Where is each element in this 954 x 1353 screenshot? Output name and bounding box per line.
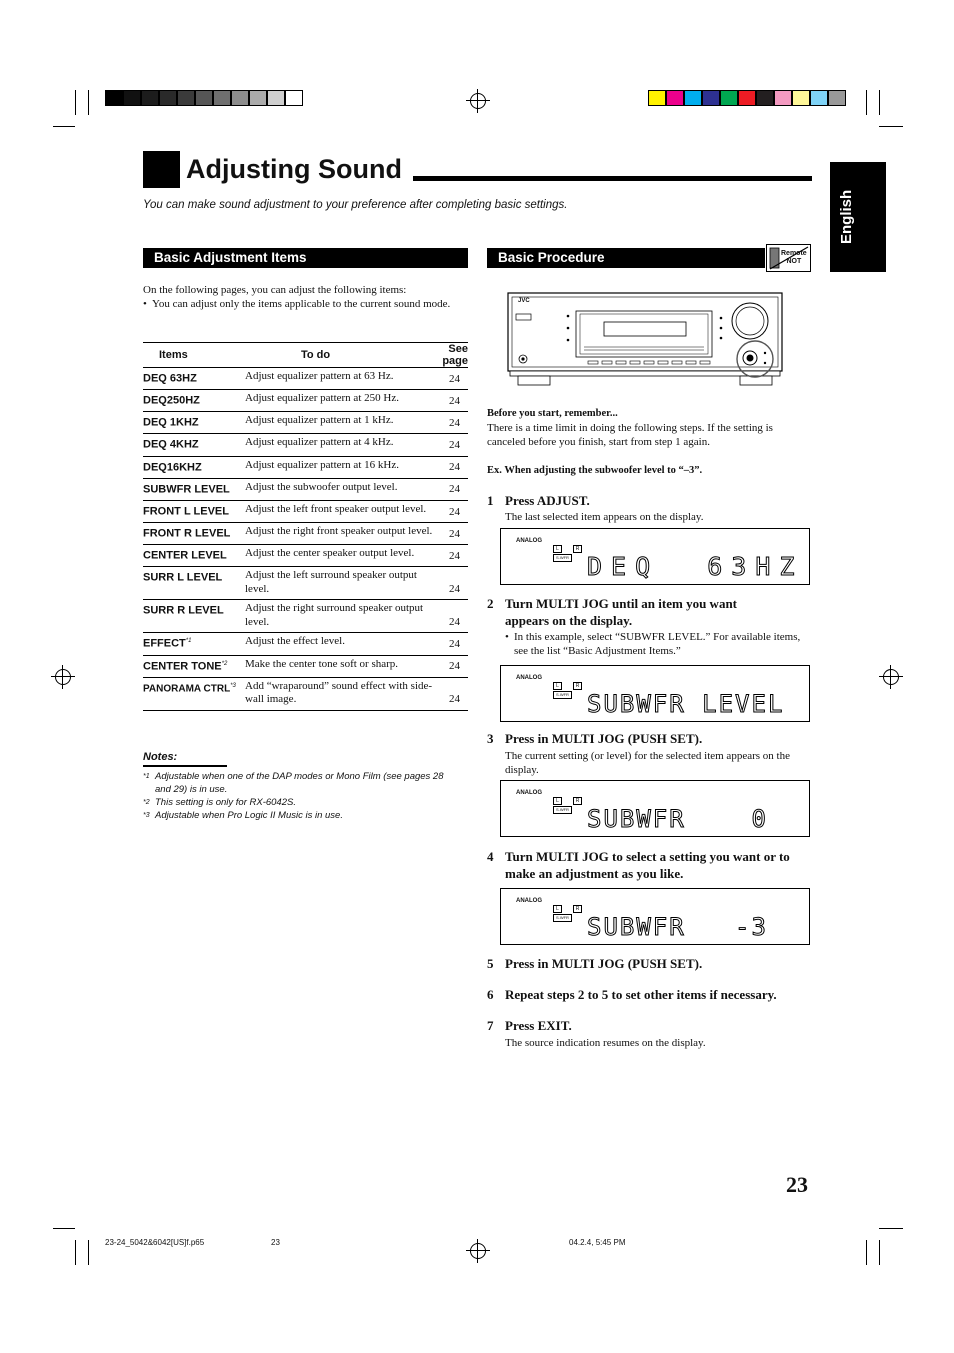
item-page: 24 [441,633,468,655]
item-name-text: DEQ250HZ [143,394,200,407]
note-text: Adjustable when one of the DAP modes or Mono Film (see pages 28 and 29) is in use. [155,771,444,795]
color-swatch [648,90,666,106]
display-subwoofer-indicator: S.WFR [553,554,572,562]
step-title: Press EXIT. [505,1018,572,1033]
crop-mark [866,1240,867,1265]
remote-not-text [781,250,807,266]
crop-mark [53,1228,75,1229]
item-page: 24 [441,567,468,600]
note-mark: *2 [143,799,150,806]
gray-swatch [267,90,285,106]
step-3-text: The current setting (or level) for the selected item appears on the display. [505,750,790,776]
item-todo: Adjust the left front speaker output level. [245,500,441,522]
table-row [143,368,468,390]
item-page: 24 [441,677,468,710]
title-block [143,151,180,188]
item-page: 24 [441,456,468,478]
table-row [143,412,468,434]
step-title: Press in MULTI JOG (PUSH SET). [505,731,703,746]
color-swatch [720,90,738,106]
gray-swatch [195,90,213,106]
registration-mark-icon [470,93,486,109]
display-subwoofer-indicator: S.WFR [553,914,572,922]
table-row [143,500,468,522]
note-3 [143,809,468,822]
display-panel-4 [500,888,810,945]
display-right-indicator: R [573,545,582,553]
item-name-text: DEQ 4KHZ [143,439,199,452]
item-todo: Adjust equalizer pattern at 1 kHz. [245,412,441,434]
display-analog-indicator: ANALOG [516,538,542,544]
display-left-indicator: L [553,545,562,553]
item-todo: Adjust the right front speaker output level. [245,523,441,545]
display-subwoofer-indicator: S.WFR [553,806,572,814]
registration-mark-icon [470,1243,486,1259]
registration-mark-icon [883,669,899,685]
before-text: There is a time limit in doing the following steps. If the setting is canceled before you finish, start from step 1 again. [487,422,773,448]
step-title: Repeat steps 2 to 5 to set other items if necessary. [505,987,777,1002]
display-right-indicator: R [573,905,582,913]
color-swatch [756,90,774,106]
item-page: 24 [441,368,468,390]
step-title: Turn MULTI JOG until an item you want appears on the display. [505,596,738,628]
gray-swatch [105,90,123,106]
color-swatch [738,90,756,106]
display-left-indicator: L [553,682,562,690]
footer-page: 23 [271,1238,280,1247]
receiver-brand: JVC [518,298,530,304]
page-title: Adjusting Sound [186,154,402,184]
registration-mark-icon [55,669,71,685]
item-todo: Adjust the effect level. [245,633,441,655]
step-title: Press ADJUST. [505,493,590,508]
display-panel-3 [500,780,810,837]
step-2-heading [487,595,787,629]
item-name [143,600,245,633]
item-page: 24 [441,434,468,456]
item-name-text: DEQ 63HZ [143,372,197,385]
display-readout: SUBWFR -3 [587,913,768,941]
item-page: 24 [441,412,468,434]
gray-swatch [213,90,231,106]
step-5-heading [487,955,817,972]
table-row [143,567,468,600]
column-header-items: Items [143,343,245,368]
step-4-heading [487,848,817,882]
gray-swatch [159,90,177,106]
item-name-text: FRONT L LEVEL [143,505,229,518]
display-panel-1 [500,528,810,585]
intro-text: You can make sound adjustment to your preference after completing basic settings. [143,199,568,211]
item-name-text: DEQ 1KHZ [143,416,199,429]
item-name-text: SURR L LEVEL [143,572,223,585]
display-analog-indicator: ANALOG [516,898,542,904]
item-todo: Adjust equalizer pattern at 16 kHz. [245,456,441,478]
item-name-text: CENTER LEVEL [143,549,227,562]
item-page: 24 [441,600,468,633]
notes-rule [143,765,227,767]
table-row [143,456,468,478]
item-name [143,633,245,655]
title-rule [413,176,812,181]
table-row [143,633,468,655]
note-mark: *3 [143,812,150,819]
before-heading: Before you start, remember... [487,408,618,419]
item-name [143,567,245,600]
item-todo: Adjust equalizer pattern at 63 Hz. [245,368,441,390]
table-row [143,434,468,456]
item-name [143,655,245,677]
item-name [143,478,245,500]
item-name [143,545,245,567]
item-name [143,412,245,434]
table-row [143,523,468,545]
item-name [143,500,245,522]
step-title: Press in MULTI JOG (PUSH SET). [505,956,703,971]
item-name-text: DEQ16KHZ [143,461,202,474]
display-readout: SUBWFR LEVEL [587,690,785,718]
color-swatch [810,90,828,106]
crop-mark [88,1240,89,1265]
item-name-text: SUBWFR LEVEL [143,483,230,496]
step-number: 5 [487,956,494,971]
item-todo: Adjust the center speaker output level. [245,545,441,567]
item-name [143,677,245,710]
section-heading-items: Basic Adjustment Items [143,248,468,268]
item-name [143,434,245,456]
notes-heading: Notes: [143,751,178,763]
item-page: 24 [441,523,468,545]
display-readout: SUBWFR 0 [587,805,768,833]
table-row [143,478,468,500]
item-footnote-mark: *3 [230,682,236,689]
color-swatch [792,90,810,106]
display-left-indicator: L [553,797,562,805]
item-todo: Make the center tone soft or sharp. [245,655,441,677]
note-text: Adjustable when Pro Logic II Music is in use. [155,810,343,821]
crop-mark [75,90,76,115]
step-1-text: The last selected item appears on the display. [505,511,704,523]
crop-mark [866,90,867,115]
adjustment-items-table [143,342,468,711]
item-page: 24 [441,500,468,522]
step-6-heading [487,986,817,1003]
gray-swatch [231,90,249,106]
gray-swatch [141,90,159,106]
item-page: 24 [441,390,468,412]
items-bullet-text: You can adjust only the items applicable to the current sound mode. [152,298,451,310]
items-bullet: • You can adjust only the items applicable to the current sound mode. [143,297,468,311]
item-todo: Adjust the left surround speaker output level. [245,567,441,600]
remote-badge-line1: Remote [781,250,807,257]
column-header-page: See page [442,343,468,367]
remote-not-badge [766,244,811,272]
footer-date: 04.2.4, 5:45 PM [569,1238,626,1247]
step-2-text: • In this example, select “SUBWFR LEVEL.” For available items, see the list “Basic Adjustment Items.” [505,630,815,658]
item-footnote-mark: *1 [185,638,192,645]
item-name [143,368,245,390]
item-name-text: SURR R LEVEL [143,605,224,618]
step-number: 6 [487,987,494,1002]
note-1 [143,770,468,796]
table-row [143,655,468,677]
color-swatch [684,90,702,106]
gray-swatch [249,90,267,106]
item-name-text: CENTER TONE [143,660,222,673]
section-heading-procedure: Basic Procedure [487,248,765,268]
step-title: Turn MULTI JOG to select a setting you want or to make an adjustment as you like. [505,849,790,881]
table-row [143,545,468,567]
gray-swatch [123,90,141,106]
table-header-row [143,343,468,368]
crop-mark [88,90,89,115]
item-footnote-mark: *2 [221,660,228,667]
display-analog-indicator: ANALOG [516,790,542,796]
color-swatch [702,90,720,106]
table-row [143,390,468,412]
crop-mark [879,1228,903,1229]
item-name-text: EFFECT [143,638,186,651]
step-7-heading [487,1017,817,1034]
receiver-front-panel-illustration [506,291,784,387]
item-todo: Adjust equalizer pattern at 250 Hz. [245,390,441,412]
crop-mark [879,1240,880,1265]
item-page: 24 [441,478,468,500]
note-text: This setting is only for RX-6042S. [155,797,296,808]
step-1-heading [487,492,817,509]
step-number: 7 [487,1018,494,1033]
table-row [143,677,468,710]
item-todo: Adjust the subwoofer output level. [245,478,441,500]
display-subwoofer-indicator: S.WFR [553,691,572,699]
language-tab-label: English [838,189,855,244]
items-lead: On the following pages, you can adjust the following items: [143,284,407,296]
display-right-indicator: R [573,797,582,805]
step-2-bullet-text: In this example, select “SUBWFR LEVEL.” For available items, see the list “Basic Adjustment Items.” [514,631,801,657]
color-swatch [774,90,792,106]
note-2 [143,796,468,809]
gray-swatch [177,90,195,106]
item-todo: Adjust the right surround speaker output level. [245,600,441,633]
item-name-text: PANORAMA CTRL [143,683,231,695]
item-name [143,456,245,478]
column-header-todo: To do [245,343,441,368]
note-mark: *1 [143,773,150,780]
table-row [143,600,468,633]
language-tab [830,162,886,272]
display-right-indicator: R [573,682,582,690]
display-left-indicator: L [553,905,562,913]
page-number: 23 [786,1172,808,1197]
display-analog-indicator: ANALOG [516,675,542,681]
step-3-heading [487,730,817,747]
crop-mark [879,126,903,127]
item-name [143,390,245,412]
item-name [143,523,245,545]
display-panel-2 [500,665,810,722]
step-number: 4 [487,849,494,864]
step-7-text: The source indication resumes on the display. [505,1037,706,1049]
item-page: 24 [441,655,468,677]
example-note: Ex. When adjusting the subwoofer level to “–3”. [487,465,703,476]
step-number: 3 [487,731,494,746]
item-todo: Adjust equalizer pattern at 4 kHz. [245,434,441,456]
crop-mark [879,90,880,115]
item-todo: Add “wraparound” sound effect with side-wall image. [245,677,441,710]
item-name-text: FRONT R LEVEL [143,527,231,540]
crop-mark [75,1240,76,1265]
color-swatch [666,90,684,106]
step-number: 1 [487,493,494,508]
color-swatch [828,90,846,106]
footer-file: 23-24_5042&6042[US]f.p65 [105,1238,205,1247]
gray-swatch [285,90,303,106]
remote-badge-line2: NOT [786,258,802,265]
step-number: 2 [487,596,494,611]
crop-mark [53,126,75,127]
item-page: 24 [441,545,468,567]
display-readout: DEQ 63HZ [587,552,804,581]
